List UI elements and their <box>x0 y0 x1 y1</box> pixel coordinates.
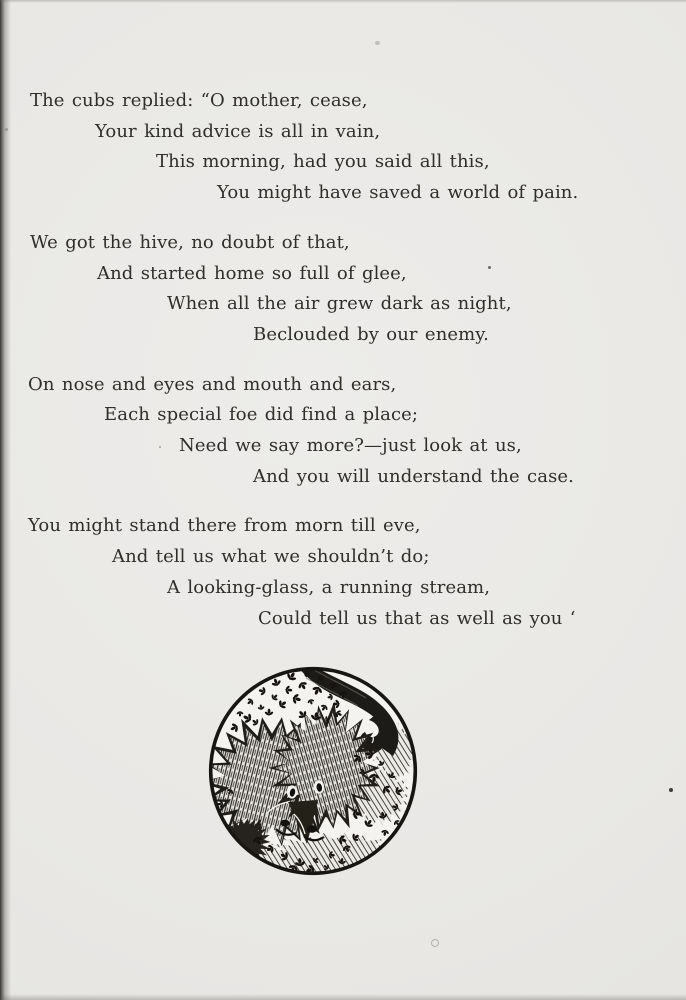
poem-line: Could tell us that as well as you ‘ <box>258 607 576 629</box>
poem-line: You might have saved a world of pain. <box>217 182 579 204</box>
poem-line: Your kind advice is all in vain, <box>95 120 381 142</box>
poem-line: Each special foe did find a place; <box>104 404 419 426</box>
scan-edge-bottom <box>0 994 686 1000</box>
poem-line: And tell us what we shouldn’t do; <box>112 546 430 568</box>
scan-speck <box>431 939 439 947</box>
stanza <box>0 370 686 493</box>
poem-line: This morning, had you said all this, <box>156 151 490 173</box>
poem-line: The cubs replied: “O mother, cease, <box>30 90 368 111</box>
poem-line: On nose and eyes and mouth and ears, <box>28 373 397 395</box>
poem-line: A looking-glass, a running stream, <box>167 576 491 598</box>
scan-speck <box>669 788 673 792</box>
poem-line: Need we say more?—just look at us, <box>179 435 522 457</box>
poem-line: When all the air grew dark as night, <box>167 293 512 315</box>
stanza <box>0 228 686 351</box>
scan-speck <box>375 41 380 45</box>
poem-line: And started home so full of glee, <box>97 262 407 284</box>
poem-line: You might stand there from morn till eve, <box>28 515 421 537</box>
scan-edge-top <box>0 0 686 3</box>
poem-line: Beclouded by our enemy. <box>253 323 490 345</box>
stanza <box>0 511 686 634</box>
stanza <box>0 86 686 209</box>
illustration <box>206 664 420 878</box>
poem-line: We got the hive, no doubt of that, <box>30 231 350 253</box>
poem <box>0 86 686 634</box>
poem-line: And you will understand the case. <box>253 465 574 487</box>
bear-cubs-bees-engraving <box>206 664 420 878</box>
